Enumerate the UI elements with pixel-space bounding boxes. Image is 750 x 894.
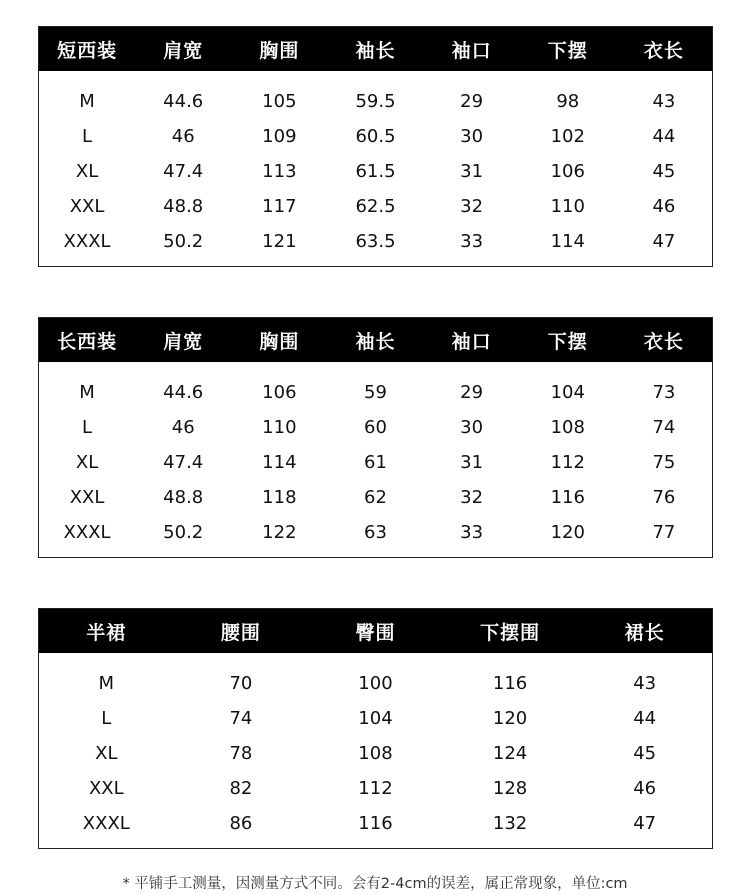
size-label-cell: M [79, 91, 95, 112]
measurement-cell: 60 [364, 417, 387, 438]
size-label-cell: XL [75, 161, 99, 182]
measurement-cell: 74 [229, 708, 253, 729]
table-header [39, 27, 712, 71]
measurement-cell: 46 [652, 196, 676, 217]
measurement-cell: 116 [492, 673, 528, 694]
table-body [39, 71, 712, 265]
measurement-cell: 31 [460, 161, 484, 182]
measurement-cell: 59.5 [355, 91, 396, 112]
measurement-cell: 73 [652, 382, 676, 403]
skirt-size-table [38, 608, 713, 849]
column-header: 袖口 [451, 39, 492, 62]
size-label-cell: M [79, 382, 95, 403]
measurement-cell: 47 [633, 813, 657, 834]
measurement-cell: 121 [262, 231, 297, 252]
measurement-cell: 47.4 [163, 452, 204, 473]
measurement-cell: 30 [460, 417, 484, 438]
measurement-cell: 109 [262, 126, 297, 147]
measurement-cell: 44 [633, 708, 657, 729]
table-row [39, 736, 712, 771]
table-row [39, 189, 712, 224]
table-body [39, 653, 712, 847]
measurement-cell: 60.5 [355, 126, 396, 147]
size-label-cell: XXL [69, 196, 105, 217]
table-header [39, 609, 712, 653]
measurement-cell: 50.2 [163, 231, 204, 252]
table-row [39, 154, 712, 189]
measurement-cell: 43 [633, 673, 657, 694]
column-header: 腰围 [220, 621, 261, 644]
column-header: 衣长 [643, 330, 684, 353]
measurement-cell: 112 [550, 452, 585, 473]
table-body [39, 362, 712, 556]
measurement-cell: 105 [262, 91, 297, 112]
measurement-cell: 33 [460, 522, 484, 543]
column-header: 胸围 [259, 39, 300, 62]
measurement-cell: 120 [550, 522, 585, 543]
size-label-cell: XXXL [63, 231, 111, 252]
measurement-cell: 32 [460, 487, 484, 508]
measurement-cell: 50.2 [163, 522, 204, 543]
long-suit-size-table [38, 317, 713, 558]
measurement-cell: 110 [262, 417, 297, 438]
measurement-cell: 112 [358, 778, 393, 799]
measurement-cell: 31 [460, 452, 484, 473]
size-label-cell: XL [75, 452, 99, 473]
measurement-cell: 47.4 [163, 161, 204, 182]
table-header [39, 318, 712, 362]
measurement-cell: 29 [460, 382, 484, 403]
table-row [39, 224, 712, 259]
column-header: 胸围 [259, 330, 300, 353]
measurement-cell: 63.5 [355, 231, 396, 252]
measurement-cell: 61.5 [355, 161, 396, 182]
column-header: 长西装 [57, 330, 118, 353]
measurement-footnote: * 平铺手工测量，因测量方式不同。会有2-4cm的误差，属正常现象，单位:cm [122, 876, 628, 892]
measurement-cell: 82 [229, 778, 253, 799]
measurement-cell: 75 [652, 452, 676, 473]
column-header: 下摆围 [480, 621, 541, 644]
measurement-cell: 62 [364, 487, 387, 508]
size-label-cell: XL [95, 743, 118, 764]
measurement-cell: 77 [652, 522, 676, 543]
measurement-cell: 114 [550, 231, 585, 252]
size-label-cell: XXXL [82, 813, 130, 834]
column-header: 下摆 [547, 330, 588, 353]
measurement-cell: 122 [262, 522, 297, 543]
measurement-cell: 74 [652, 417, 676, 438]
column-header: 短西装 [57, 39, 118, 62]
measurement-cell: 113 [262, 161, 297, 182]
table-row [39, 480, 712, 515]
size-label-cell: XXXL [63, 522, 111, 543]
column-header: 肩宽 [163, 39, 204, 62]
measurement-cell: 118 [262, 487, 297, 508]
measurement-cell: 33 [460, 231, 484, 252]
size-label-cell: L [82, 126, 93, 147]
measurement-cell: 117 [262, 196, 297, 217]
measurement-cell: 116 [550, 487, 585, 508]
measurement-cell: 98 [556, 91, 580, 112]
measurement-cell: 62.5 [355, 196, 396, 217]
measurement-cell: 44 [652, 126, 676, 147]
table-row [39, 410, 712, 445]
size-label-cell: XXL [69, 487, 105, 508]
column-header: 半裙 [86, 621, 127, 644]
size-label-cell: L [82, 417, 93, 438]
measurement-cell: 108 [550, 417, 585, 438]
measurement-cell: 44.6 [163, 382, 204, 403]
measurement-cell: 61 [364, 452, 387, 473]
table-row [39, 84, 712, 119]
measurement-cell: 114 [262, 452, 297, 473]
measurement-cell: 44.6 [163, 91, 204, 112]
measurement-cell: 63 [364, 522, 387, 543]
measurement-cell: 48.8 [163, 487, 204, 508]
short-suit-size-table [38, 26, 713, 267]
column-header: 袖长 [355, 330, 396, 353]
measurement-cell: 46 [171, 417, 195, 438]
measurement-cell: 102 [550, 126, 585, 147]
measurement-cell: 104 [550, 382, 585, 403]
measurement-cell: 45 [633, 743, 657, 764]
table-row [39, 119, 712, 154]
measurement-cell: 116 [358, 813, 393, 834]
measurement-cell: 100 [358, 673, 393, 694]
measurement-cell: 30 [460, 126, 484, 147]
measurement-cell: 124 [492, 743, 528, 764]
column-header: 下摆 [547, 39, 588, 62]
size-label-cell: M [98, 673, 115, 694]
table-row [39, 375, 712, 410]
measurement-cell: 59 [364, 382, 387, 403]
column-header: 肩宽 [163, 330, 204, 353]
measurement-cell: 48.8 [163, 196, 204, 217]
measurement-cell: 46 [633, 778, 657, 799]
measurement-cell: 43 [652, 91, 676, 112]
table-row [39, 771, 712, 806]
column-header: 裙长 [624, 621, 665, 644]
size-label-cell: L [101, 708, 112, 729]
measurement-cell: 120 [492, 708, 528, 729]
measurement-cell: 106 [262, 382, 297, 403]
measurement-cell: 29 [460, 91, 484, 112]
measurement-cell: 46 [171, 126, 195, 147]
measurement-cell: 32 [460, 196, 484, 217]
measurement-cell: 76 [652, 487, 676, 508]
size-label-cell: XXL [88, 778, 124, 799]
measurement-cell: 128 [492, 778, 528, 799]
table-row [39, 515, 712, 550]
table-row [39, 445, 712, 480]
measurement-cell: 106 [550, 161, 585, 182]
measurement-cell: 86 [229, 813, 253, 834]
measurement-cell: 78 [229, 743, 253, 764]
column-header: 袖口 [451, 330, 492, 353]
table-row [39, 666, 712, 701]
measurement-cell: 45 [652, 161, 676, 182]
measurement-cell: 70 [229, 673, 253, 694]
table-row [39, 806, 712, 841]
column-header: 袖长 [355, 39, 396, 62]
column-header: 衣长 [643, 39, 684, 62]
table-row [39, 701, 712, 736]
measurement-cell: 110 [550, 196, 585, 217]
measurement-cell: 132 [492, 813, 528, 834]
measurement-cell: 104 [358, 708, 393, 729]
measurement-cell: 108 [358, 743, 393, 764]
measurement-cell: 47 [652, 231, 676, 252]
column-header: 臀围 [355, 621, 396, 644]
